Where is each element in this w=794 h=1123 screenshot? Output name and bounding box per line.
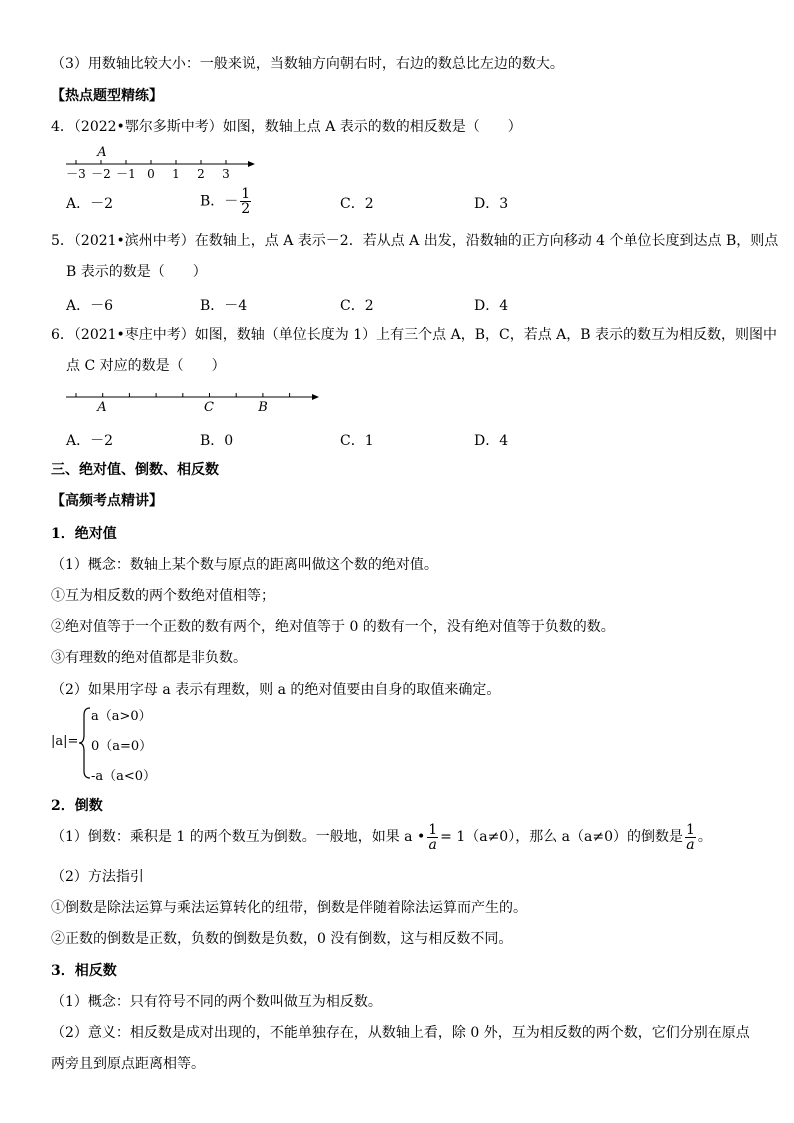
q6-stem-line2: 点 C 对应的数是（ ） — [66, 358, 226, 374]
abs-case-negative: -a（a<0） — [91, 769, 157, 784]
recip-definition — [51, 822, 712, 852]
q5-options — [66, 295, 766, 315]
q4-option-b-prefix: B．－ — [200, 193, 239, 210]
recip-method-2: ②正数的倒数是正数，负数的倒数是负数，0 没有倒数，这与相反数不同。 — [51, 931, 513, 947]
q4-option-a[interactable]: A．－2 — [66, 196, 114, 212]
q5-stem-line2: B 表示的数是（ ） — [66, 264, 207, 280]
comparison-rule-text: （3）用数轴比较大小：一般来说，当数轴方向朝右时，右边的数总比左边的数大。 — [51, 56, 564, 72]
q6-option-c[interactable]: C．1 — [340, 433, 374, 449]
opposite-heading: 3．相反数 — [51, 963, 117, 979]
q4-tick-label: 3 — [222, 167, 230, 180]
q4-tick-label: －3 — [66, 167, 86, 180]
opposite-meaning-line1: （2）意义：相反数是成对出现的，不能单独存在，从数轴上看，除 0 外，互为相反数的两个数，它们分别在原点 — [51, 1025, 750, 1041]
abs-point-2: ②绝对值等于一个正数的数有两个，绝对值等于 0 的数有一个，没有绝对值等于负数的数。 — [51, 619, 615, 635]
section3-title: 三、绝对值、倒数、相反数 — [51, 462, 219, 478]
q6-options — [66, 430, 766, 450]
q6-option-d[interactable]: D．4 — [474, 433, 509, 449]
q4-number-line — [62, 142, 262, 180]
q5-option-b[interactable]: B．－4 — [200, 298, 248, 314]
q4-option-c[interactable]: C．2 — [340, 196, 374, 212]
q4-tick-label: －2 — [91, 167, 111, 180]
q5-option-a[interactable]: A．－6 — [66, 298, 114, 314]
abs-heading: 1．绝对值 — [51, 526, 117, 542]
recip-method-1: ①倒数是除法运算与乘法运算转化的纽带，倒数是伴随着除法运算而产生的。 — [51, 900, 527, 916]
left-brace-icon — [78, 707, 92, 779]
high-frequency-title: 【高频考点精讲】 — [51, 493, 163, 509]
q5-option-d[interactable]: D．4 — [474, 298, 509, 314]
q6-option-b[interactable]: B．0 — [200, 433, 234, 449]
q4-tick-label: 0 — [147, 167, 155, 180]
recip-method-title: （2）方法指引 — [51, 869, 144, 885]
q4-option-b[interactable] — [200, 187, 253, 216]
q6-number-line — [62, 386, 324, 416]
q4-option-b-fraction: $\frac{1}{2}$ — [241, 186, 251, 217]
abs-lhs: |a|= — [51, 734, 79, 749]
abs-piecewise — [51, 705, 251, 784]
opposite-concept: （1）概念：只有符号不同的两个数叫做互为相反数。 — [51, 994, 382, 1010]
recip-definition-prefix: （1）倒数：乘积是 1 的两个数互为倒数。一般地，如果 a • — [51, 829, 426, 845]
hot-practice-title: 【热点题型精练】 — [51, 88, 163, 104]
q6-point-c-label: C — [204, 400, 214, 415]
q4-option-d[interactable]: D．3 — [474, 196, 509, 212]
q4-tick-label: －1 — [116, 167, 136, 180]
recip-definition-end: 。 — [697, 829, 712, 845]
q4-options — [66, 186, 766, 217]
q4-stem: 4．（2022•鄂尔多斯中考）如图，数轴上点 A 表示的数的相反数是（ ） — [51, 119, 522, 135]
q5-option-c[interactable]: C．2 — [340, 298, 374, 314]
q4-tick-label: 1 — [172, 167, 180, 180]
recip-fraction-1: $\frac{1}{a}$ — [428, 821, 438, 853]
recip-fraction-2: $\frac{1}{a}$ — [686, 821, 695, 853]
abs-point-4: （2）如果用字母 a 表示有理数，则 a 的绝对值要由自身的取值来确定。 — [51, 682, 501, 698]
q6-point-a-label: A — [97, 400, 107, 415]
q6-option-a[interactable]: A．－2 — [66, 433, 114, 449]
abs-point-3: ③有理数的绝对值都是非负数。 — [51, 650, 247, 666]
opposite-meaning-line2: 两旁且到原点距离相等。 — [51, 1056, 205, 1072]
abs-case-positive: a（a>0） — [91, 709, 152, 724]
recip-definition-mid: = 1（a≠0），那么 a（a≠0）的倒数是 — [440, 829, 683, 845]
q6-stem-line1: 6．（2021•枣庄中考）如图，数轴（单位长度为 1）上有三个点 A，B，C，若点 A，B 表示的数互为相反数，则图中 — [51, 327, 778, 343]
q6-point-b-label: B — [258, 400, 268, 415]
q6-axis-arrow — [312, 394, 319, 400]
recip-heading: 2．倒数 — [51, 798, 103, 814]
q4-tick-label: 2 — [197, 167, 205, 180]
q5-stem-line1: 5．（2021•滨州中考）在数轴上，点 A 表示－2．若从点 A 出发，沿数轴的正方向移动 4 个单位长度到达点 B，则点 — [51, 233, 779, 249]
abs-point-1: ①互为相反数的两个数绝对值相等； — [51, 588, 275, 604]
abs-concept: （1）概念：数轴上某个数与原点的距离叫做这个数的绝对值。 — [51, 557, 438, 573]
q4-axis-arrow — [248, 161, 255, 167]
abs-case-zero: 0（a=0） — [91, 739, 153, 754]
q4-point-a-label: A — [97, 145, 107, 160]
